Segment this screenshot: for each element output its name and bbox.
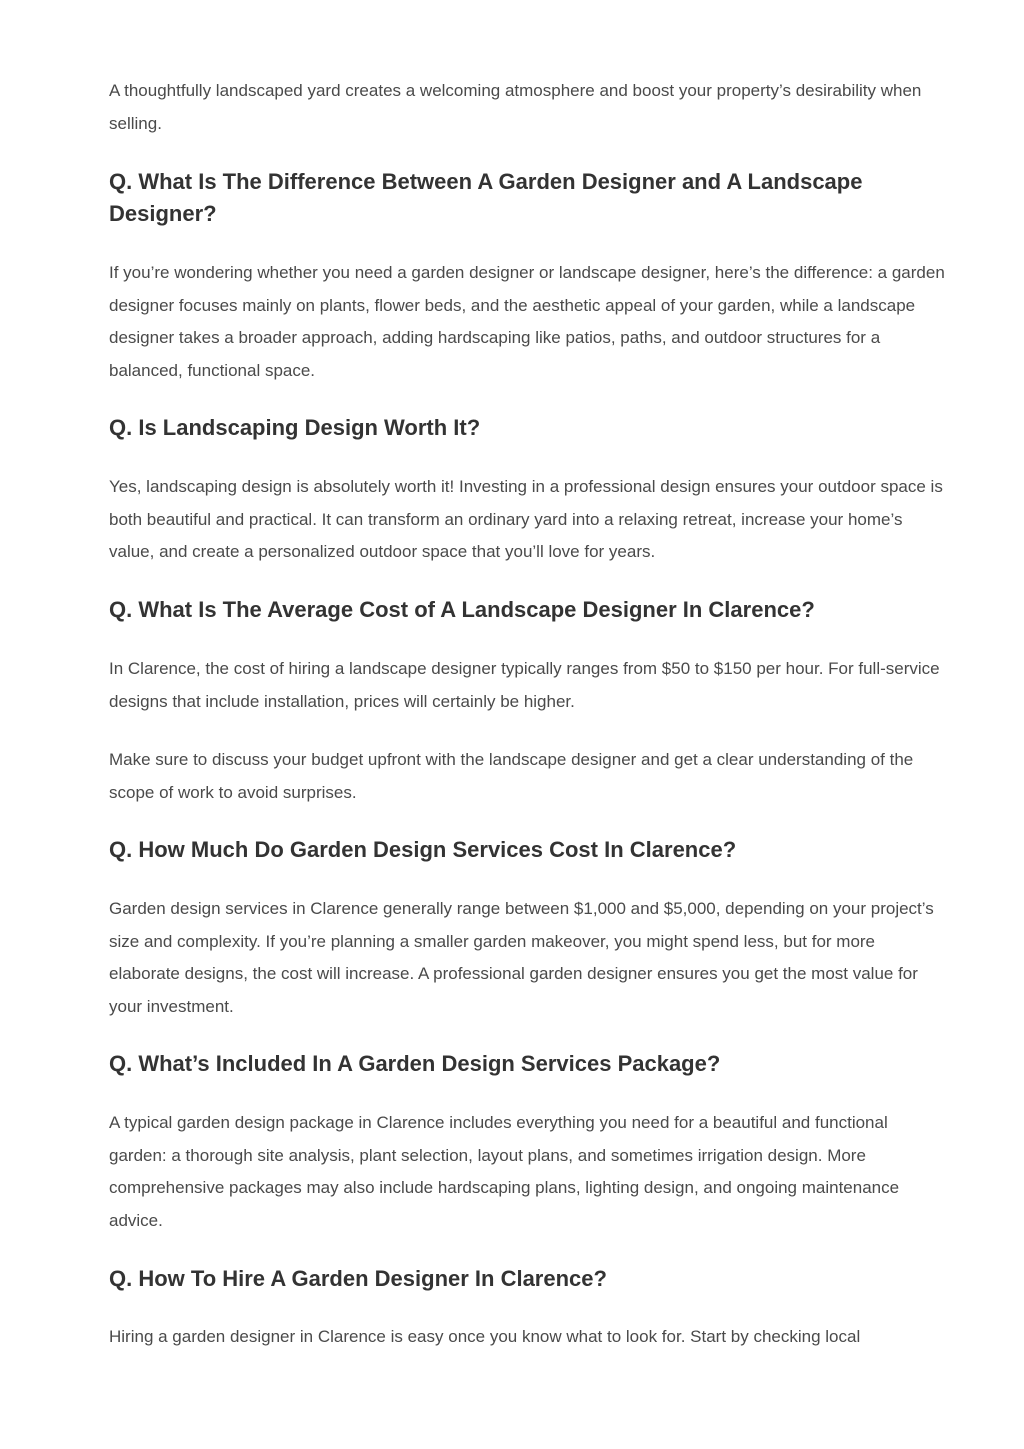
faq-question-package-contents: Q. What’s Included In A Garden Design Services Package? [109, 1051, 721, 1076]
faq-answer-worth-it: Yes, landscaping design is absolutely worth it! Investing in a professional design ensures your outdoor space is both beautiful and practical. It can transform an ordinary yard into a relaxing retreat, increase your home’s value, and create a personalized outdoor space that you’ll love for years. [109, 477, 943, 561]
faq-answer-garden-design-cost: Garden design services in Clarence generally range between $1,000 and $5,000, depending on your project’s size and complexity. If you’re planning a smaller garden makeover, you might spend less, but for more elaborate designs, the cost will increase. A professional garden designer ensures you get the most value for your investment. [109, 899, 934, 1016]
faq-question-how-to-hire: Q. How To Hire A Garden Designer In Clarence? [109, 1266, 607, 1291]
faq-answer-garden-vs-landscape: If you’re wondering whether you need a garden designer or landscape designer, here’s the difference: a garden designer focuses mainly on plants, flower beds, and the aesthetic appeal of your garden, while a landscape designer takes a broader approach, adding hardscaping like patios, paths, and outdoor structures for a balanced, functional space. [109, 263, 945, 380]
faq-question-average-cost: Q. What Is The Average Cost of A Landscape Designer In Clarence? [109, 597, 815, 622]
intro-paragraph: A thoughtfully landscaped yard creates a welcoming atmosphere and boost your property’s desirability when selling. [109, 81, 922, 133]
faq-question-garden-design-cost: Q. How Much Do Garden Design Services Cost In Clarence? [109, 837, 737, 862]
faq-answer-average-cost-budget: Make sure to discuss your budget upfront with the landscape designer and get a clear understanding of the scope of work to avoid surprises. [109, 750, 914, 802]
faq-answer-how-to-hire: Hiring a garden designer in Clarence is easy once you know what to look for. Start by checking local [109, 1327, 861, 1346]
faq-answer-package-contents: A typical garden design package in Clarence includes everything you need for a beautiful and functional garden: a thorough site analysis, plant selection, layout plans, and sometimes irrigation design. More comprehensive packages may also include hardscaping plans, lighting design, and ongoing maintenance advice. [109, 1113, 900, 1230]
faq-question-worth-it: Q. Is Landscaping Design Worth It? [109, 415, 481, 440]
faq-question-garden-vs-landscape: Q. What Is The Difference Between A Garden Designer and A Landscape Designer? [109, 169, 863, 226]
faq-answer-average-cost: In Clarence, the cost of hiring a landscape designer typically ranges from $50 to $150 per hour. For full-service designs that include installation, prices will certainly be higher. [109, 659, 940, 711]
